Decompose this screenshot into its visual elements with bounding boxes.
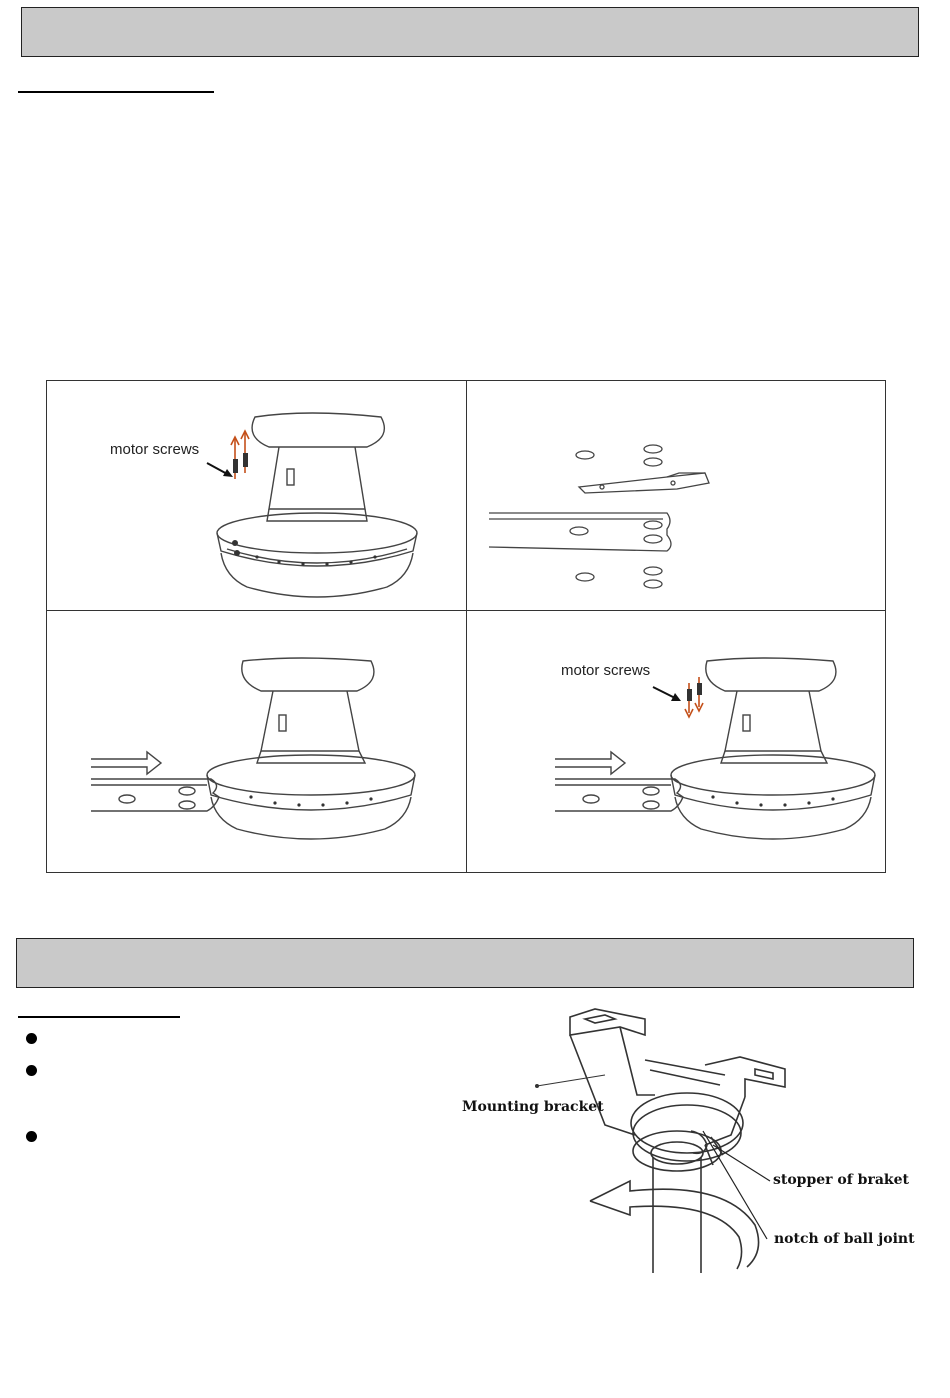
section-header-banner-2	[16, 938, 914, 988]
bullet-2	[26, 1065, 37, 1076]
bullet-1	[26, 1033, 37, 1044]
panel-2-blade-bracket	[467, 381, 887, 610]
panel-4-replace-motor-screws	[467, 611, 887, 874]
blade-assembly-figure	[46, 380, 886, 873]
motor-screws-callout-4: motor screws	[561, 662, 651, 679]
label-stopper-of-bracket: stopper of braket	[773, 1172, 909, 1188]
label-notch-of-ball-joint: notch of ball joint	[774, 1231, 915, 1247]
mounting-bracket-figure	[455, 1005, 925, 1275]
label-mounting-bracket: Mounting bracket	[462, 1099, 604, 1115]
panel-3-insert-blade	[47, 611, 466, 874]
motor-screws-callout-1: motor screws	[110, 441, 200, 458]
section-header-banner-1	[21, 7, 919, 57]
subheading-underline-1	[18, 91, 214, 93]
subheading-underline-2	[18, 1016, 180, 1018]
motor-housing-illustration-1	[47, 381, 466, 610]
blade-bracket-illustration	[467, 381, 887, 610]
motor-housing-illustration-4	[467, 611, 887, 874]
bullet-3	[26, 1131, 37, 1142]
panel-1-remove-motor-screws	[47, 381, 466, 610]
motor-housing-illustration-3	[47, 611, 466, 874]
